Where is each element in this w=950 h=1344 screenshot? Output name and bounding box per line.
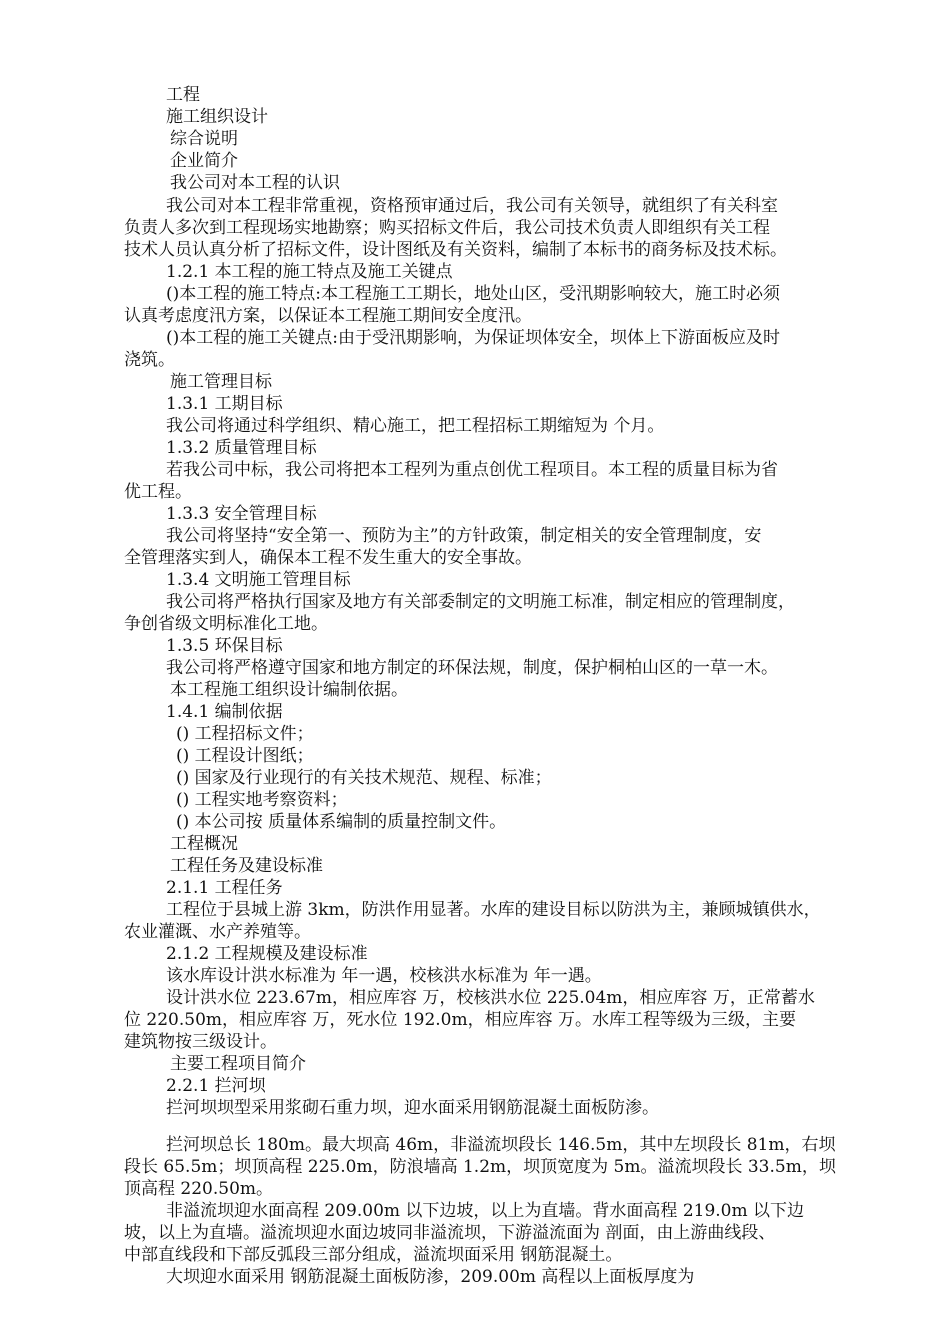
subsection-heading: 1.3.1 工期目标 — [166, 394, 283, 414]
paragraph-line: 非溢流坝迎水面高程 209.00m 以下边坡，以上为直墙。背水面高程 219.0m 以下边 — [166, 1201, 805, 1221]
doc-title-construction-design: 施工组织设计 — [166, 107, 268, 127]
paragraph-line: 坡，以上为直墙。溢流坝迎水面边坡同非溢流坝，下游溢流面为 剖面，由上游曲线段、 — [124, 1223, 776, 1243]
subsection-heading: 1.3.5 环保目标 — [166, 636, 283, 656]
paragraph-line: 拦河坝总长 180m。最大坝高 46m，非溢流坝段长 146.5m，其中左坝段长 81m，右坝 — [166, 1135, 836, 1155]
paragraph-line: 负责人多次到工程现场实地勘察；购买招标文件后，我公司技术负责人即组织有关工程 — [124, 218, 770, 238]
doc-title-project: 工程 — [166, 85, 200, 105]
paragraph-line: 全管理落实到人，确保本工程不发生重大的安全事故。 — [124, 548, 532, 568]
paragraph-line: 认真考虑度汛方案，以保证本工程施工期间安全度汛。 — [124, 306, 532, 326]
paragraph-line: 段长 65.5m；坝顶高程 225.0m，防浪墙高 1.2m，坝顶宽度为 5m。溢流坝段长 33.5m，坝 — [124, 1157, 836, 1177]
subsection-heading: 1.3.4 文明施工管理目标 — [166, 570, 351, 590]
paragraph-line: 该水库设计洪水标准为 年一遇，校核洪水标准为 年一遇。 — [166, 966, 602, 986]
subsection-heading: 1.3.2 质量管理目标 — [166, 438, 317, 458]
section-heading: 工程概况 — [170, 834, 238, 854]
list-item: () 工程实地考察资料； — [176, 790, 348, 810]
paragraph-line: 设计洪水位 223.67m，相应库容 万，校核洪水位 225.04m，相应库容 万，正常蓄水 — [166, 988, 815, 1008]
list-item: () 工程设计图纸； — [176, 746, 314, 766]
paragraph-line: 顶高程 220.50m。 — [124, 1179, 274, 1199]
subsection-heading: 2.2.1 拦河坝 — [166, 1076, 266, 1096]
paragraph-line: 中部直线段和下部反弧段三部分组成，溢流坝面采用 钢筋混凝土。 — [124, 1245, 623, 1265]
section-heading: 本工程施工组织设计编制依据。 — [170, 680, 408, 700]
subsection-heading: 1.4.1 编制依据 — [166, 702, 283, 722]
paragraph-line: 争创省级文明标准化工地。 — [124, 614, 328, 634]
section-heading-company: 企业简介 — [170, 151, 238, 171]
paragraph-line: 工程位于县城上游 3km，防洪作用显著。水库的建设目标以防洪为主，兼顾城镇供水， — [166, 900, 821, 920]
list-item: () 工程招标文件； — [176, 724, 314, 744]
paragraph-line: 若我公司中标，我公司将把本工程列为重点创优工程项目。本工程的质量目标为省 — [166, 460, 778, 480]
paragraph-line: 我公司对本工程非常重视，资格预审通过后，我公司有关领导，就组织了有关科室 — [166, 196, 778, 216]
paragraph-line: 优工程。 — [124, 482, 192, 502]
paragraph-line: 我公司将坚持“安全第一、预防为主”的方针政策，制定相关的安全管理制度，安 — [166, 526, 762, 546]
list-item: () 国家及行业现行的有关技术规范、规程、标准； — [176, 768, 552, 788]
section-heading-general: 综合说明 — [170, 129, 238, 149]
paragraph-line: 我公司将严格遵守国家和地方制定的环保法规，制度，保护桐柏山区的一草一木。 — [166, 658, 778, 678]
paragraph-line: ()本工程的施工关键点:由于受汛期影响，为保证坝体安全，坝体上下游面板应及时 — [166, 328, 780, 348]
section-heading: 工程任务及建设标准 — [170, 856, 323, 876]
subsection-heading: 1.2.1 本工程的施工特点及施工关键点 — [166, 262, 453, 282]
paragraph-line: ()本工程的施工特点:本工程施工工期长，地处山区，受汛期影响较大，施工时必须 — [166, 284, 780, 304]
subsection-heading: 1.3.3 安全管理目标 — [166, 504, 317, 524]
section-heading: 施工管理目标 — [170, 372, 272, 392]
paragraph-line: 浇筑。 — [124, 350, 175, 370]
subsection-heading: 2.1.2 工程规模及建设标准 — [166, 944, 368, 964]
paragraph-line: 建筑物按三级设计。 — [124, 1032, 277, 1052]
section-heading: 主要工程项目简介 — [170, 1054, 306, 1074]
paragraph-line: 技术人员认真分析了招标文件，设计图纸及有关资料，编制了本标书的商务标及技术标。 — [124, 240, 787, 260]
section-heading-understanding: 我公司对本工程的认识 — [170, 173, 340, 193]
list-item: () 本公司按 质量体系编制的质量控制文件。 — [176, 812, 507, 832]
paragraph-line: 拦河坝坝型采用浆砌石重力坝，迎水面采用钢筋混凝土面板防渗。 — [166, 1098, 659, 1118]
paragraph-line: 农业灌溉、水产养殖等。 — [124, 922, 311, 942]
paragraph-line: 我公司将通过科学组织、精心施工，把工程招标工期缩短为 个月。 — [166, 416, 665, 436]
paragraph-line: 大坝迎水面采用 钢筋混凝土面板防渗，209.00m 高程以上面板厚度为 — [166, 1267, 695, 1287]
paragraph-line: 我公司将严格执行国家及地方有关部委制定的文明施工标准，制定相应的管理制度， — [166, 592, 795, 612]
subsection-heading: 2.1.1 工程任务 — [166, 878, 283, 898]
paragraph-line: 位 220.50m，相应库容 万，死水位 192.0m，相应库容 万。水库工程等级为三级，主要 — [124, 1010, 797, 1030]
